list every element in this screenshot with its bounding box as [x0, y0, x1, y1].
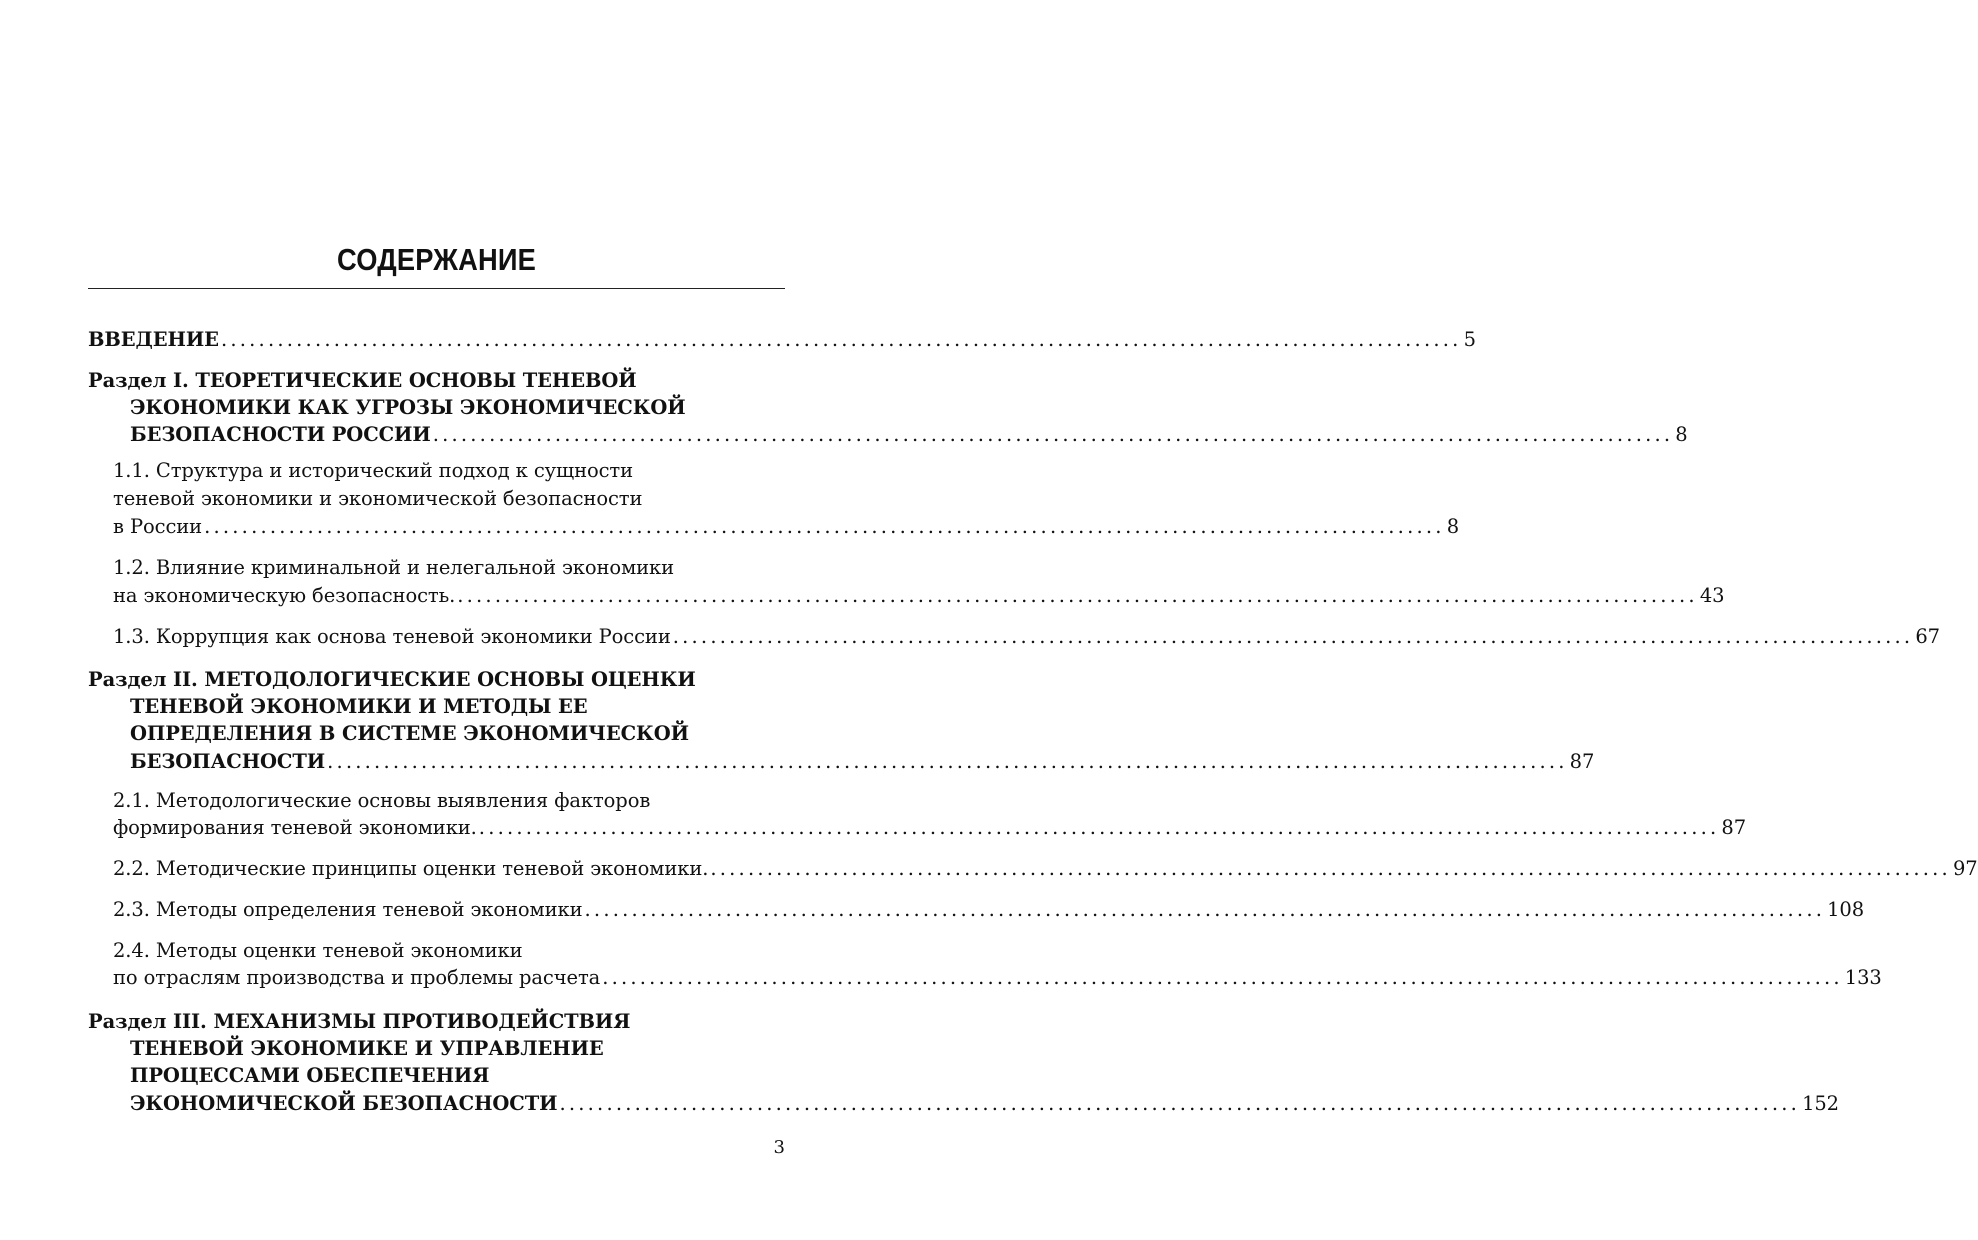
leader-dots: ....................................................................................................................................: [710, 857, 1951, 880]
toc-part-title-line: БЕЗОПАСНОСТИ РОССИИ: [130, 423, 431, 446]
toc-item-text: на экономическую безопасность.: [113, 584, 456, 607]
leader-dots: ....................................................................................................................................: [457, 584, 1698, 607]
toc-entry-page: 8: [1446, 515, 1459, 538]
toc-part-prefix: Раздел II.: [88, 668, 198, 691]
toc-item-text: 2.2. Методические принципы оценки теневой экономики.: [113, 857, 709, 880]
toc-item-text: 1.3. Коррупция как основа теневой экономики России: [113, 625, 671, 648]
toc-part-prefix: Раздел III.: [88, 1010, 207, 1033]
leader-dots: ....................................................................................................................................: [584, 898, 1826, 921]
toc-entry-page: 97: [1952, 857, 1978, 880]
toc-item-1-3[interactable]: [113, 623, 1940, 650]
toc-part-title-line: МЕТОДОЛОГИЧЕСКИЕ ОСНОВЫ ОЦЕНКИ: [204, 668, 696, 691]
toc-entry-page: 43: [1699, 584, 1725, 607]
toc-entry-page: 108: [1827, 898, 1865, 921]
toc-part-prefix: Раздел I.: [88, 369, 189, 392]
toc-part-title-line: МЕХАНИЗМЫ ПРОТИВОДЕЙСТВИЯ: [213, 1010, 631, 1033]
leader-dots: ....................................................................................................................................: [672, 625, 1914, 648]
toc-part-title-line: ТЕНЕВОЙ ЭКОНОМИКЕ И УПРАВЛЕНИЕ: [130, 1037, 604, 1060]
toc-part2-line-1[interactable]: [88, 666, 696, 693]
toc-item-1-1-line-1[interactable]: [113, 457, 633, 484]
toc-entry-intro[interactable]: [88, 326, 1476, 353]
toc-item-text: 2.1. Методологические основы выявления факторов: [113, 789, 651, 812]
toc-part2-line-2[interactable]: [130, 693, 588, 720]
toc-item-text: 1.1. Структура и исторический подход к сущности: [113, 459, 634, 482]
toc-item-text: по отраслям производства и проблемы расчета: [113, 966, 601, 989]
toc-item-1-2-line-1[interactable]: [113, 554, 674, 581]
toc-part-title-line: ТЕОРЕТИЧЕСКИЕ ОСНОВЫ ТЕНЕВОЙ: [195, 369, 637, 392]
leader-dots: ....................................................................................................................................: [478, 816, 1720, 839]
toc-item-2-4-line-1[interactable]: [113, 937, 522, 964]
toc-item-1-1-line-3[interactable]: [113, 513, 1459, 540]
toc-item-1-2-line-2[interactable]: [113, 582, 1725, 609]
toc-entry-page: 87: [1569, 750, 1595, 773]
leader-dots: ....................................................................................................................................: [204, 515, 1445, 538]
toc-part-title-line: ПРОЦЕССАМИ ОБЕСПЕЧЕНИЯ: [130, 1064, 490, 1087]
toc-entry-page: 87: [1721, 816, 1747, 839]
toc-item-1-1-line-2[interactable]: [113, 485, 642, 512]
page-number: 3: [773, 1137, 785, 1158]
toc-part3-line-1[interactable]: [88, 1008, 630, 1035]
toc-entry-page: 67: [1915, 625, 1940, 648]
toc-entry-page: 133: [1844, 966, 1882, 989]
toc-part3-line-4[interactable]: [130, 1090, 1839, 1117]
toc-item-2-4-line-2[interactable]: [113, 964, 1882, 991]
toc-item-2-2[interactable]: [113, 855, 1978, 882]
toc-part3-line-2[interactable]: [130, 1035, 604, 1062]
leader-dots: ....................................................................................................................................: [432, 423, 1674, 446]
toc-part3-line-3[interactable]: [130, 1062, 489, 1089]
toc-part-title-line: ЭКОНОМИКИ КАК УГРОЗЫ ЭКОНОМИЧЕСКОЙ: [130, 396, 686, 419]
toc-item-text: 2.3. Методы определения теневой экономики: [113, 898, 583, 921]
toc-entry-page: 8: [1675, 423, 1688, 446]
toc-part-title-line: ОПРЕДЕЛЕНИЯ В СИСТЕМЕ ЭКОНОМИЧЕСКОЙ: [130, 722, 689, 745]
toc-part-title-line: БЕЗОПАСНОСТИ: [130, 750, 326, 773]
toc-part-title-line: ЭКОНОМИЧЕСКОЙ БЕЗОПАСНОСТИ: [130, 1092, 558, 1115]
toc-item-text: в России: [113, 515, 203, 538]
toc-item-text: 2.4. Методы оценки теневой экономики: [113, 939, 523, 962]
leader-dots: ....................................................................................................................................: [559, 1092, 1801, 1115]
toc-item-2-1-line-2[interactable]: [113, 814, 1747, 841]
toc-item-text: формирования теневой экономики.: [113, 816, 477, 839]
leader-dots: ....................................................................................................................................: [327, 750, 1568, 773]
title-divider: [88, 288, 785, 289]
toc-entry-page: 152: [1802, 1092, 1839, 1115]
leader-dots: ....................................................................................................................................: [602, 966, 1843, 989]
toc-part1-line-3[interactable]: [130, 421, 1688, 448]
page-title: СОДЕРЖАНИЕ: [337, 242, 536, 277]
toc-item-text: 1.2. Влияние криминальной и нелегальной экономики: [113, 556, 675, 579]
toc-part-title-line: ТЕНЕВОЙ ЭКОНОМИКИ И МЕТОДЫ ЕЕ: [130, 695, 588, 718]
toc-part1-line-2[interactable]: [130, 394, 686, 421]
toc-item-text: теневой экономики и экономической безопасности: [113, 487, 643, 510]
toc-part2-line-3[interactable]: [130, 720, 689, 747]
toc-item-2-3[interactable]: [113, 896, 1865, 923]
toc-entry-label: ВВЕДЕНИЕ: [88, 328, 219, 351]
toc-item-2-1-line-1[interactable]: [113, 787, 650, 814]
toc-part1-line-1[interactable]: [88, 367, 637, 394]
toc-part2-line-4[interactable]: [130, 748, 1595, 775]
leader-dots: ....................................................................................................................................: [220, 328, 1462, 351]
toc-entry-page: 5: [1463, 328, 1476, 351]
